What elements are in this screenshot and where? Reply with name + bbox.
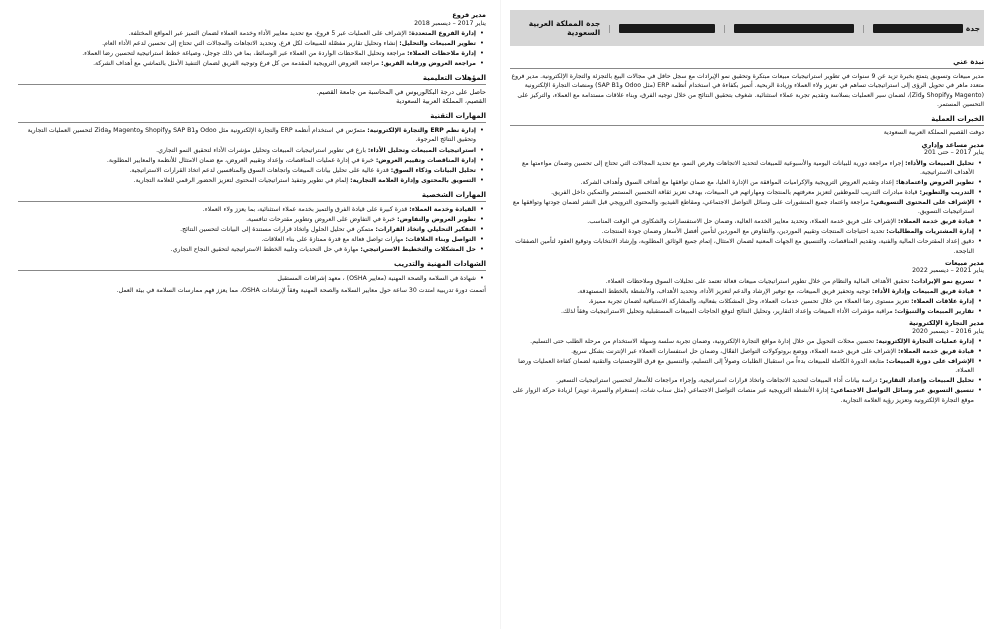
bullet-text: إعداد وتقديم العروض الترويجية والإكراميات الموافقة من الإدارة العليا، مع ضمان توافقها مع أهداف السوق وأهداف الشركة. [580, 178, 896, 186]
bullet-lead: تحليل المبيعات وإعداد التقارير: [879, 377, 974, 385]
bullet-lead: الإشراف على دورة المبيعات: [886, 358, 974, 366]
bullet-item [510, 277, 974, 286]
bullet-text: مراقبة مؤشرات الأداء المبيعات وإعداد التقارير، وتحليل النتائج لتوقع الحاجات المبيعات المستقبلية وتحليل الاستراتيجيات وفقاً لذلك. [560, 307, 895, 315]
bullet-item [18, 225, 476, 234]
bullet-item [18, 156, 476, 165]
bullet-item [510, 217, 974, 226]
job-title: مدير مبيعات [944, 258, 984, 267]
bullet-item [510, 159, 974, 177]
bullet-lead: التواصل وبناء العلاقات: [405, 236, 476, 244]
bullet-item [510, 287, 974, 296]
bullet-lead: تحليل البيانات وذكاء السوق: [390, 166, 476, 174]
experience-section-title: الخبرات العملية [931, 115, 984, 124]
bullet-lead: إدارة علاقات العملاء: [911, 297, 974, 305]
bullet-text: مراجعة واعتماد جميع المنشورات على وسائل التواصل الاجتماعي، ومقاطع الفيديو، والمحتوى الترويجي قبل النشر لضمان جودتها وتوافقها مع استراتيجيات التسويق. [512, 199, 974, 216]
bullet-lead: قيادة فريق المبيعات وإدارة الأداء: [872, 287, 974, 295]
section-rule [510, 68, 984, 69]
job-title: مدير التجارة الإلكترونية [909, 319, 984, 327]
bullet-lead: قيادة فريق خدمة العملاء: [897, 218, 974, 226]
bullet-item [510, 297, 974, 306]
bullet-item [510, 337, 974, 346]
bullet-text: إجراء مراجعة دورية للبيانات اليومية والأسبوعية للمبيعات لتحديد الاتجاهات وفرص النمو، مع تحديد المجالات التي تحتاج إلى تحسين وضمان مواءمتها مع الأهداف الاستراتيجية. [522, 159, 974, 176]
bullet-lead: القيادة وخدمة العملاء: [409, 205, 476, 213]
bullet-lead: إدارة ملاحظات العملاء: [407, 50, 476, 58]
bullet-item [18, 245, 476, 254]
soft-skills-section-title: المهارات الشخصية [421, 190, 486, 199]
bullet-text: دقيق إعداد المقترحات المالية والفنية، وتقديم المناقصات، والتنسيق مع الجهات المعنية لضمان الامتثال، إتمام جميع الوثائق المطلوبة، وإرشاد الانتخابات وتوقيع العقود لتأمين الصفقات الناجحة. [515, 238, 974, 255]
bullet-lead: الإشراف على المحتوى التسويقي: [870, 199, 974, 207]
bullet-lead: إدارة عمليات التجارة الإلكترونية: [876, 338, 974, 345]
bullet-lead: إدارة المشتريات والمطالبات: [886, 228, 974, 236]
bullet-lead: إدارة المناقصات وتقييم العروض: [375, 156, 476, 164]
bullet-lead: استراتيجيات المبيعات وتحليل الأداء: [367, 146, 476, 154]
bullet-item [510, 188, 974, 197]
contact-city [873, 24, 980, 33]
education-degree: حاصل على درجة البكالوريوس في المحاسبة من جامعة القصيم. [316, 88, 486, 97]
job3-bullets [510, 337, 984, 405]
branch-job-bullets [18, 29, 486, 68]
bullet-item [18, 146, 476, 155]
section-rule [18, 122, 486, 123]
bullet-lead: تقارير المبيعات والتنبؤات: [894, 307, 974, 315]
bullet-text: خبرة في إدارة عمليات المناقصات، وإعداد وتقييم العروض، مع ضمان الامتثال للأنظمة والمعايير المطلوبة. [106, 156, 376, 164]
bullet-text: مهارة في حل التحديات وتلبية الخطط الاستراتيجية لتحقيق النجاح التجاري. [170, 246, 361, 254]
certifications-section-title: الشهادات المهنية والتدريب [394, 260, 486, 269]
tech-skills-section-title: المهارات التقنية [430, 112, 486, 121]
header-separator: | [723, 23, 726, 33]
bullet-item [18, 29, 476, 38]
bullet-item [18, 215, 476, 224]
bullet-item [510, 307, 974, 316]
summary-section-title: نبذة عني [953, 58, 984, 66]
header-separator: | [862, 23, 865, 33]
bullet-item [18, 274, 476, 283]
bullet-item [510, 357, 974, 375]
bullet-text: إنشاء وتحليل تقارير مفصّلة للمبيعات لكل فرع، وتحديد الاتجاهات والمجالات التي تحتاج إلى تحسين لدعم الأداء العام. [102, 40, 400, 48]
bullet-text: توجيه وتحفيز فريق المبيعات، مع توفير الإرشاد والدعم لتعزيز الأداء، وتحديد الأهداف، والأنشطة بالخطط المستهدفة. [577, 287, 873, 295]
bullet-item [510, 376, 974, 385]
bullet-item [18, 176, 476, 185]
bullet-text: مراجعة وتحليل الملاحظات الواردة من العملاء عبر الوسائط، بما في ذلك جوجل، وصياغة خطط استراتيجية لتحسين رضا العملاء. [82, 50, 408, 58]
bullet-item [510, 237, 974, 255]
bullet-text: متمكن في تحليل الحلول واتخاذ قرارات مستندة إلى البيانات لتحسين النتائج. [180, 226, 376, 234]
bullet-lead: تسريع نمو الإيرادات: [911, 277, 974, 285]
education-place: القصيم، المملكة العربية السعودية [396, 97, 486, 106]
section-rule [18, 84, 486, 85]
contact-city-label: جدة [965, 23, 980, 33]
bullet-text: تحسين محلات التحويل من خلال إدارة مواقع التجارة الإلكترونية، وضمان تجربة سلسة وسهلة الاستخدام من مرحلة الطلب حتى التسليم. [530, 338, 877, 345]
bullet-item [18, 59, 476, 68]
bullet-lead: مراجعة العروض ورقابة الفريق: [381, 60, 476, 68]
bullet-text: شهادة في السلامة والصحة المهنية (معايير OSHA) ، معهد إشراقات المستقبل [277, 275, 476, 283]
bullet-lead: تحليل المبيعات والأداء: [905, 159, 974, 167]
bullet-text: الإشراف على فريق خدمة العملاء، ووضع بروتوكولات التواصل الفعّال، وضمان حل استفسارات العملاء عبر الإنترنت بشكل سريع. [571, 348, 898, 356]
bullet-item [510, 386, 974, 404]
bullet-text: قدرة عالية على تحليل بيانات المبيعات واتجاهات السوق والمنافسين لدعم اتخاذ القرارات الاستراتيجية. [129, 166, 391, 174]
certifications-bullets [18, 274, 486, 283]
bullet-item [510, 198, 974, 216]
bullet-item [18, 49, 476, 58]
bullet-lead: التفكير التحليلي واتخاذ القرارات: [375, 226, 476, 234]
bullet-text: تعزيز مستوى رضا العملاء من خلال تحسين خدمات العملاء، وحل المشكلات بفعالية، والمشاركة الاستباقية لضمان تجربة مميزة. [588, 297, 912, 305]
bullet-text: تحديد احتياجات المنتجات وتقييم الموردين، والتفاوض مع الموردين لتأمين أفضل الأسعار وضمان جودة المنتجات. [601, 228, 887, 236]
bullet-lead: حل المشكلات والتخطيط الاستراتيجي: [360, 246, 476, 254]
job1-bullets [510, 159, 984, 256]
bullet-text: إلمام في تطوير وتنفيذ استراتيجيات المحتوى لتعزيز الحضور الرقمي للعلامة التجارية. [133, 176, 351, 184]
education-section-title: المؤهلات التعليمية [422, 74, 486, 83]
bullet-text: دراسة بيانات أداء المبيعات لتحديد الاتجاهات واتخاذ قرارات استراتيجية، وإجراء مراجعات للأسعار لتحسين استراتيجيات التسعير. [555, 377, 880, 385]
bullet-lead: إدارة نظم ERP والتجارة الإلكترونية: [367, 127, 476, 135]
bullet-item [18, 166, 476, 175]
certification-note: أتممت دورة تدريبية امتدت 30 ساعة حول معايير السلامة والصحة المهنية وفقاً لإرشادات OSHA، مما يعزز فهم ممارسات السلامة في بيئة العمل. [116, 286, 486, 294]
bullet-lead: تنسيق التسويق عبر وسائل التواصل الاجتماعي: [830, 387, 974, 395]
section-rule [510, 125, 984, 126]
section-rule [18, 270, 486, 271]
job-dates: يناير 2017 – حتى 201 [924, 149, 984, 157]
bullet-item [18, 235, 476, 244]
bullet-text: قدرة كبيرة على قيادة الفرق والتميز بخدمة عملاء استثنائية، بما يعزز ولاء العملاء. [202, 205, 410, 213]
job-header-row [18, 8, 486, 20]
bullet-lead: تطوير المبيعات والتحليل: [399, 40, 476, 48]
job-dates: يناير 2016 – ديسمبر 2020 [912, 327, 984, 335]
bullet-item [510, 227, 974, 236]
summary-paragraph: مدير مبيعات وتسويق يتمتع بخبرة تزيد عن 9 سنوات في تطوير استراتيجيات مبيعات مبتكرة وتحقيق نمو الإيرادات مع سجل حافل في مجالات البيع بالتجزئة والتجارة الإلكترونية. مدير فروع متعدد ماهر في تحويل الرؤى إلى استراتيجيات تساهم في تعزيز ولاء العملاء وزيادة الربحية. أتميز بكفاءة في استخدام أنظمة ERP (مثل Odoo وSAP B1) ومنصات التجارة الإلكترونية (Magento وShopify وZid)، لضمان سير العمليات بسلاسة وتقديم تجربة عملاء استثنائية. شغوف بتحقيق النتائج من خلال توجيه الفرق، وبناء علاقات مستدامة مع العملاء، والتركيز على التحسين المستمر. [511, 73, 984, 108]
bullet-item [510, 178, 974, 187]
tech-skills-bullets [18, 126, 486, 185]
job-dates: يناير 2021 – ديسمبر 2022 [912, 267, 984, 275]
bullet-lead: تطوير العروض والتفاوض: [397, 216, 476, 224]
bullet-text: إدارة الأنشطة الترويجية عبر منصات التواصل الاجتماعي (مثل سناب شات، إنستغرام والسيرة، تويتر) لزيادة حركة الزوار على موقع التجارة الإلكترونية وتعزيز رؤية العلامة التجارية. [512, 387, 974, 404]
redacted-block [873, 24, 963, 33]
job-title: مدير مساعد وإداري [921, 140, 984, 149]
job-title: مدير فروع [452, 11, 486, 19]
bullet-text: متابعة الدورة الكاملة للمبيعات بدءاً من استقبال الطلبات وصولاً إلى التسليم، والتنسيق مع فرق اللوجستيات والتقنية لضمان كفاءة العمليات ورضا العملاء. [518, 358, 974, 375]
job2-bullets [510, 277, 984, 316]
bullet-text: مهارات تواصل فعالة مع قدرة ممتازة على بناء العلاقات. [261, 236, 406, 244]
bullet-lead: تطوير العروض واعتمادها: [895, 178, 974, 186]
redacted-block [734, 24, 855, 33]
company-location: دوفت القصيم المملكة العربية السعودية [883, 129, 984, 137]
resume-page-1 [500, 0, 1000, 629]
contact-header-bar [510, 10, 984, 46]
bullet-item [18, 126, 476, 144]
bullet-item [510, 347, 974, 356]
job-dates: يناير 2017 – ديسمبر 2018 [414, 19, 486, 27]
bullet-text: متمرّس في استخدام أنظمة ERP والتجارة الإلكترونية مثل Odoo وSAP B1 وShopify وMagento وZida لتحسين العمليات التجارية وتحقيق النتائج المرجوة. [27, 127, 476, 144]
bullet-item [18, 205, 476, 214]
bullet-text: خبرة في التفاوض على العروض وتطوير مقترحات تنافسية. [246, 216, 398, 224]
bullet-lead: التدريب والتطوير: [919, 188, 974, 196]
bullet-text: الإشراف على فريق خدمة العملاء، وتحديد معايير الخدمة العالية، وضمان حل الاستفسارات والشكاوى في الوقت المناسب. [587, 218, 898, 226]
redacted-block [619, 24, 715, 33]
bullet-text: تحقيق الأهداف المالية والنظام من خلال تطوير استراتيجيات مبيعات فعالة تعتمد على تحليلات السوق وملاحظات العملاء. [605, 277, 912, 285]
bullet-text: قيادة مبادرات التدريب للموظفين لتعزيز معرفتهم بالمنتجات ومهاراتهم في المبيعات، بهدف تعزيز ثقافة التحسين المستمر والتمكين داخل الفريق. [551, 188, 920, 196]
header-separator: | [608, 23, 611, 33]
bullet-text: بارع في تطوير استراتيجيات المبيعات وتحليل مؤشرات الأداء لتحقيق النمو التجاري. [156, 146, 368, 154]
bullet-lead: قيادة فريق خدمة العملاء: [897, 348, 974, 356]
section-rule [18, 201, 486, 202]
bullet-item [18, 39, 476, 48]
bullet-lead: التسويق بالمحتوى وإدارة العلامة التجارية: [350, 176, 476, 184]
bullet-text: الإشراف على العمليات عبر 5 فروع، مع تحديد معايير الأداء وخدمة العملاء لضمان التميز عبر المواقع المختلفة. [128, 30, 409, 37]
bullet-lead: إدارة الفروع المتعددة: [408, 30, 476, 37]
bullet-text: مراجعة العروض الترويجية المقدمة من كل فرع وتوجيه الفريق لضمان التنفيذ الأمثل بالتماشي مع أهداف الشركة. [93, 60, 382, 68]
soft-skills-bullets [18, 205, 486, 254]
contact-country: جدة المملكة العربية السعودية [528, 19, 601, 37]
